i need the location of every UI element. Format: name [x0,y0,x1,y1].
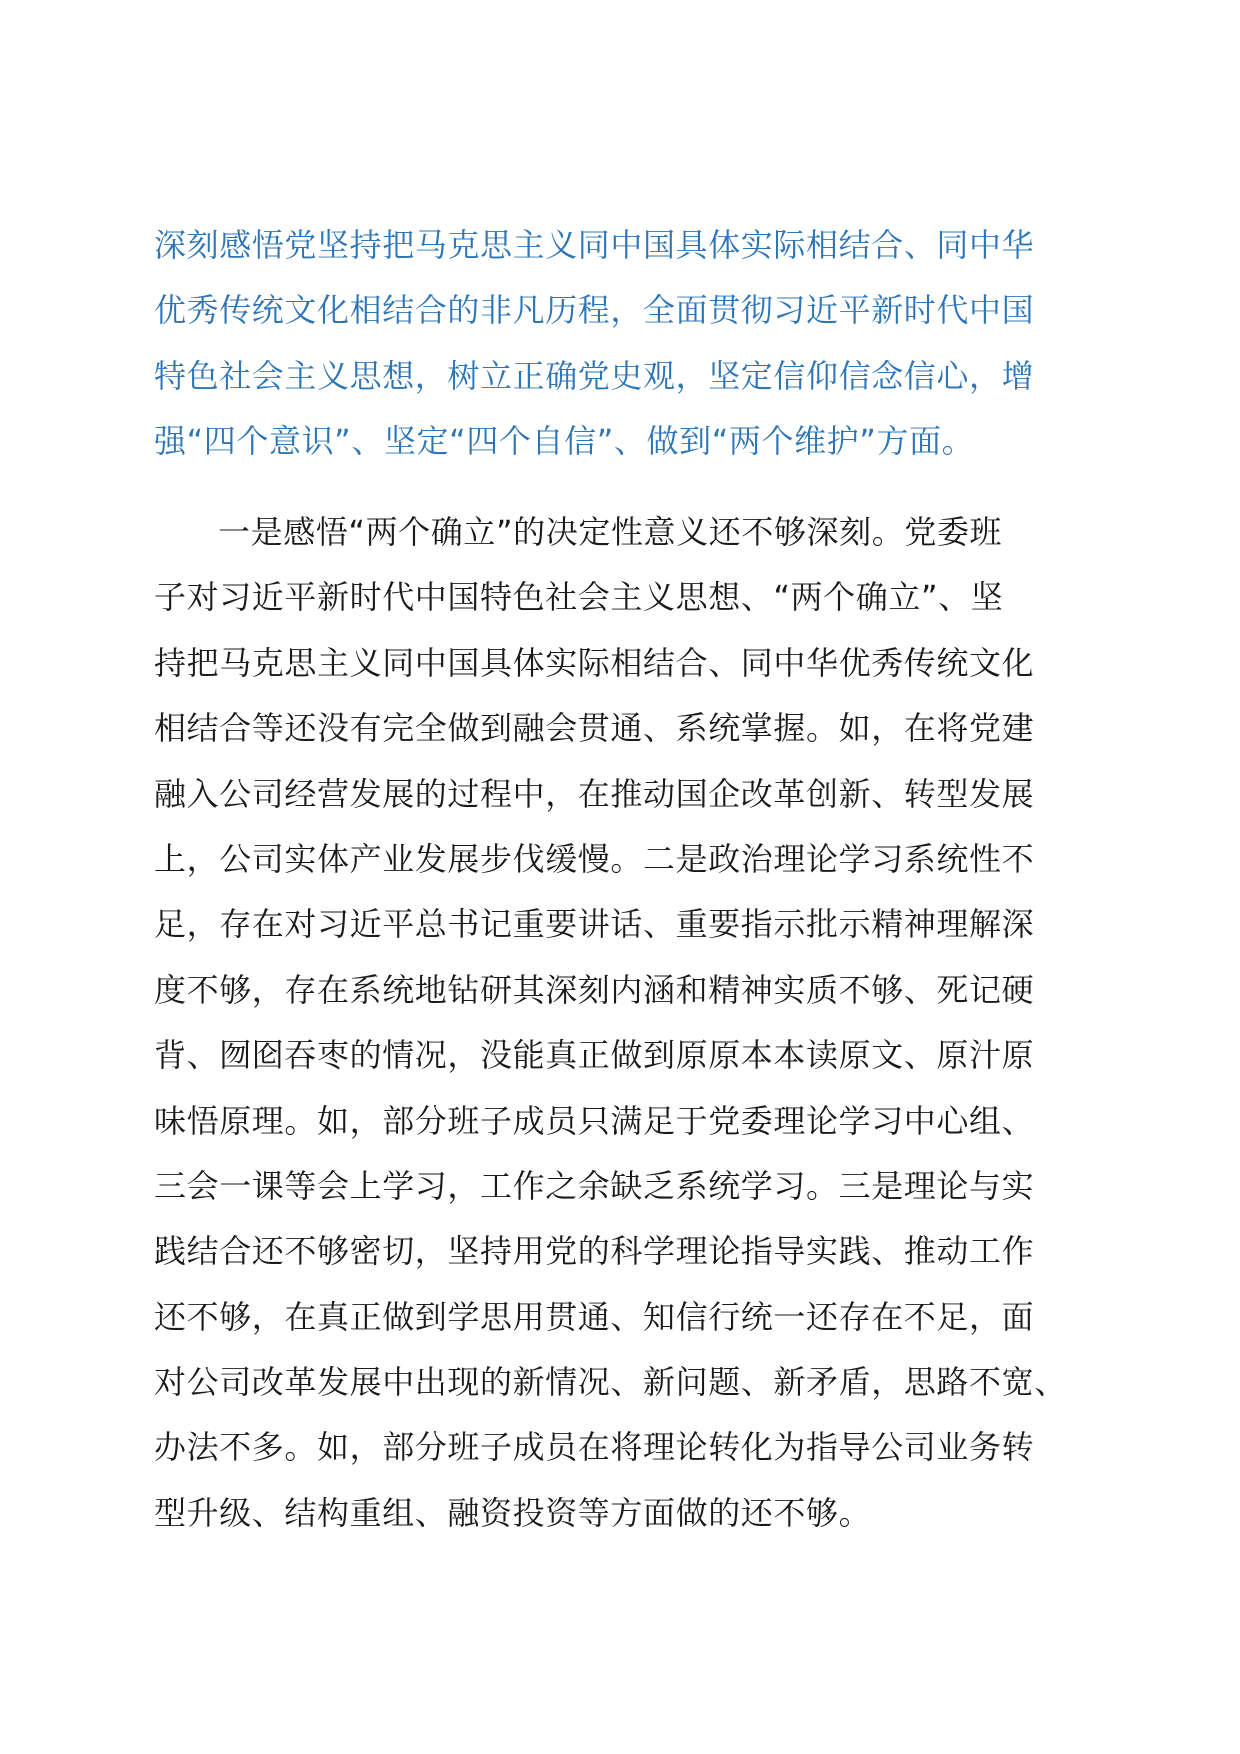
body-line: 办法不多。如，部分班子成员在将理论转化为指导公司业务转 [154,1428,1035,1467]
body-line: 对公司改革发展中出现的新情况、新问题、新矛盾，思路不宽、 [154,1363,1067,1402]
body-line: 上，公司实体产业发展步伐缓慢。二是政治理论学习系统性不 [154,839,1035,878]
body-line: 味悟原理。如，部分班子成员只满足于党委理论学习中心组、 [154,1101,1035,1140]
body-line: 持把马克思主义同中国具体实际相结合、同中华优秀传统文化 [154,643,1035,682]
heading-line: 深刻感悟党坚持把马克思主义同中国具体实际相结合、同中华 [154,226,1035,264]
body-line: 背、囫囵吞枣的情况，没能真正做到原原本本读原文、原汁原 [154,1036,1035,1075]
body-line: 三会一课等会上学习，工作之余缺乏系统学习。三是理论与实 [154,1166,1035,1205]
body-line: 相结合等还没有完全做到融会贯通、系统掌握。如，在将党建 [154,709,1035,748]
body-line: 践结合还不够密切，坚持用党的科学理论指导实践、推动工作 [154,1232,1035,1271]
heading-line: 特色社会主义思想，树立正确党史观，坚定信仰信念信心，增 [154,356,1035,395]
section-heading [154,213,1094,475]
body-line: 足，存在对习近平总书记重要讲话、重要指示批示精神理解深 [154,905,1035,944]
heading-line: 强“四个意识”、坚定“四个自信”、做到“两个维护”方面。 [154,422,975,461]
body-paragraph [154,500,1094,1546]
body-line: 型升级、结构重组、融资投资等方面做的还不够。 [154,1493,872,1532]
body-line: 度不够，存在系统地钻研其深刻内涵和精神实质不够、死记硬 [154,970,1035,1009]
body-line: 还不够，在真正做到学思用贯通、知信行统一还存在不足，面 [154,1297,1035,1336]
body-line: 子对习近平新时代中国特色社会主义思想、“两个确立”、坚 [154,578,1004,617]
body-line: 一是感悟“两个确立”的决定性意义还不够深刻。党委班 [218,513,1003,551]
body-line: 融入公司经营发展的过程中，在推动国企改革创新、转型发展 [154,774,1035,813]
heading-line: 优秀传统文化相结合的非凡历程，全面贯彻习近平新时代中国 [154,291,1035,330]
